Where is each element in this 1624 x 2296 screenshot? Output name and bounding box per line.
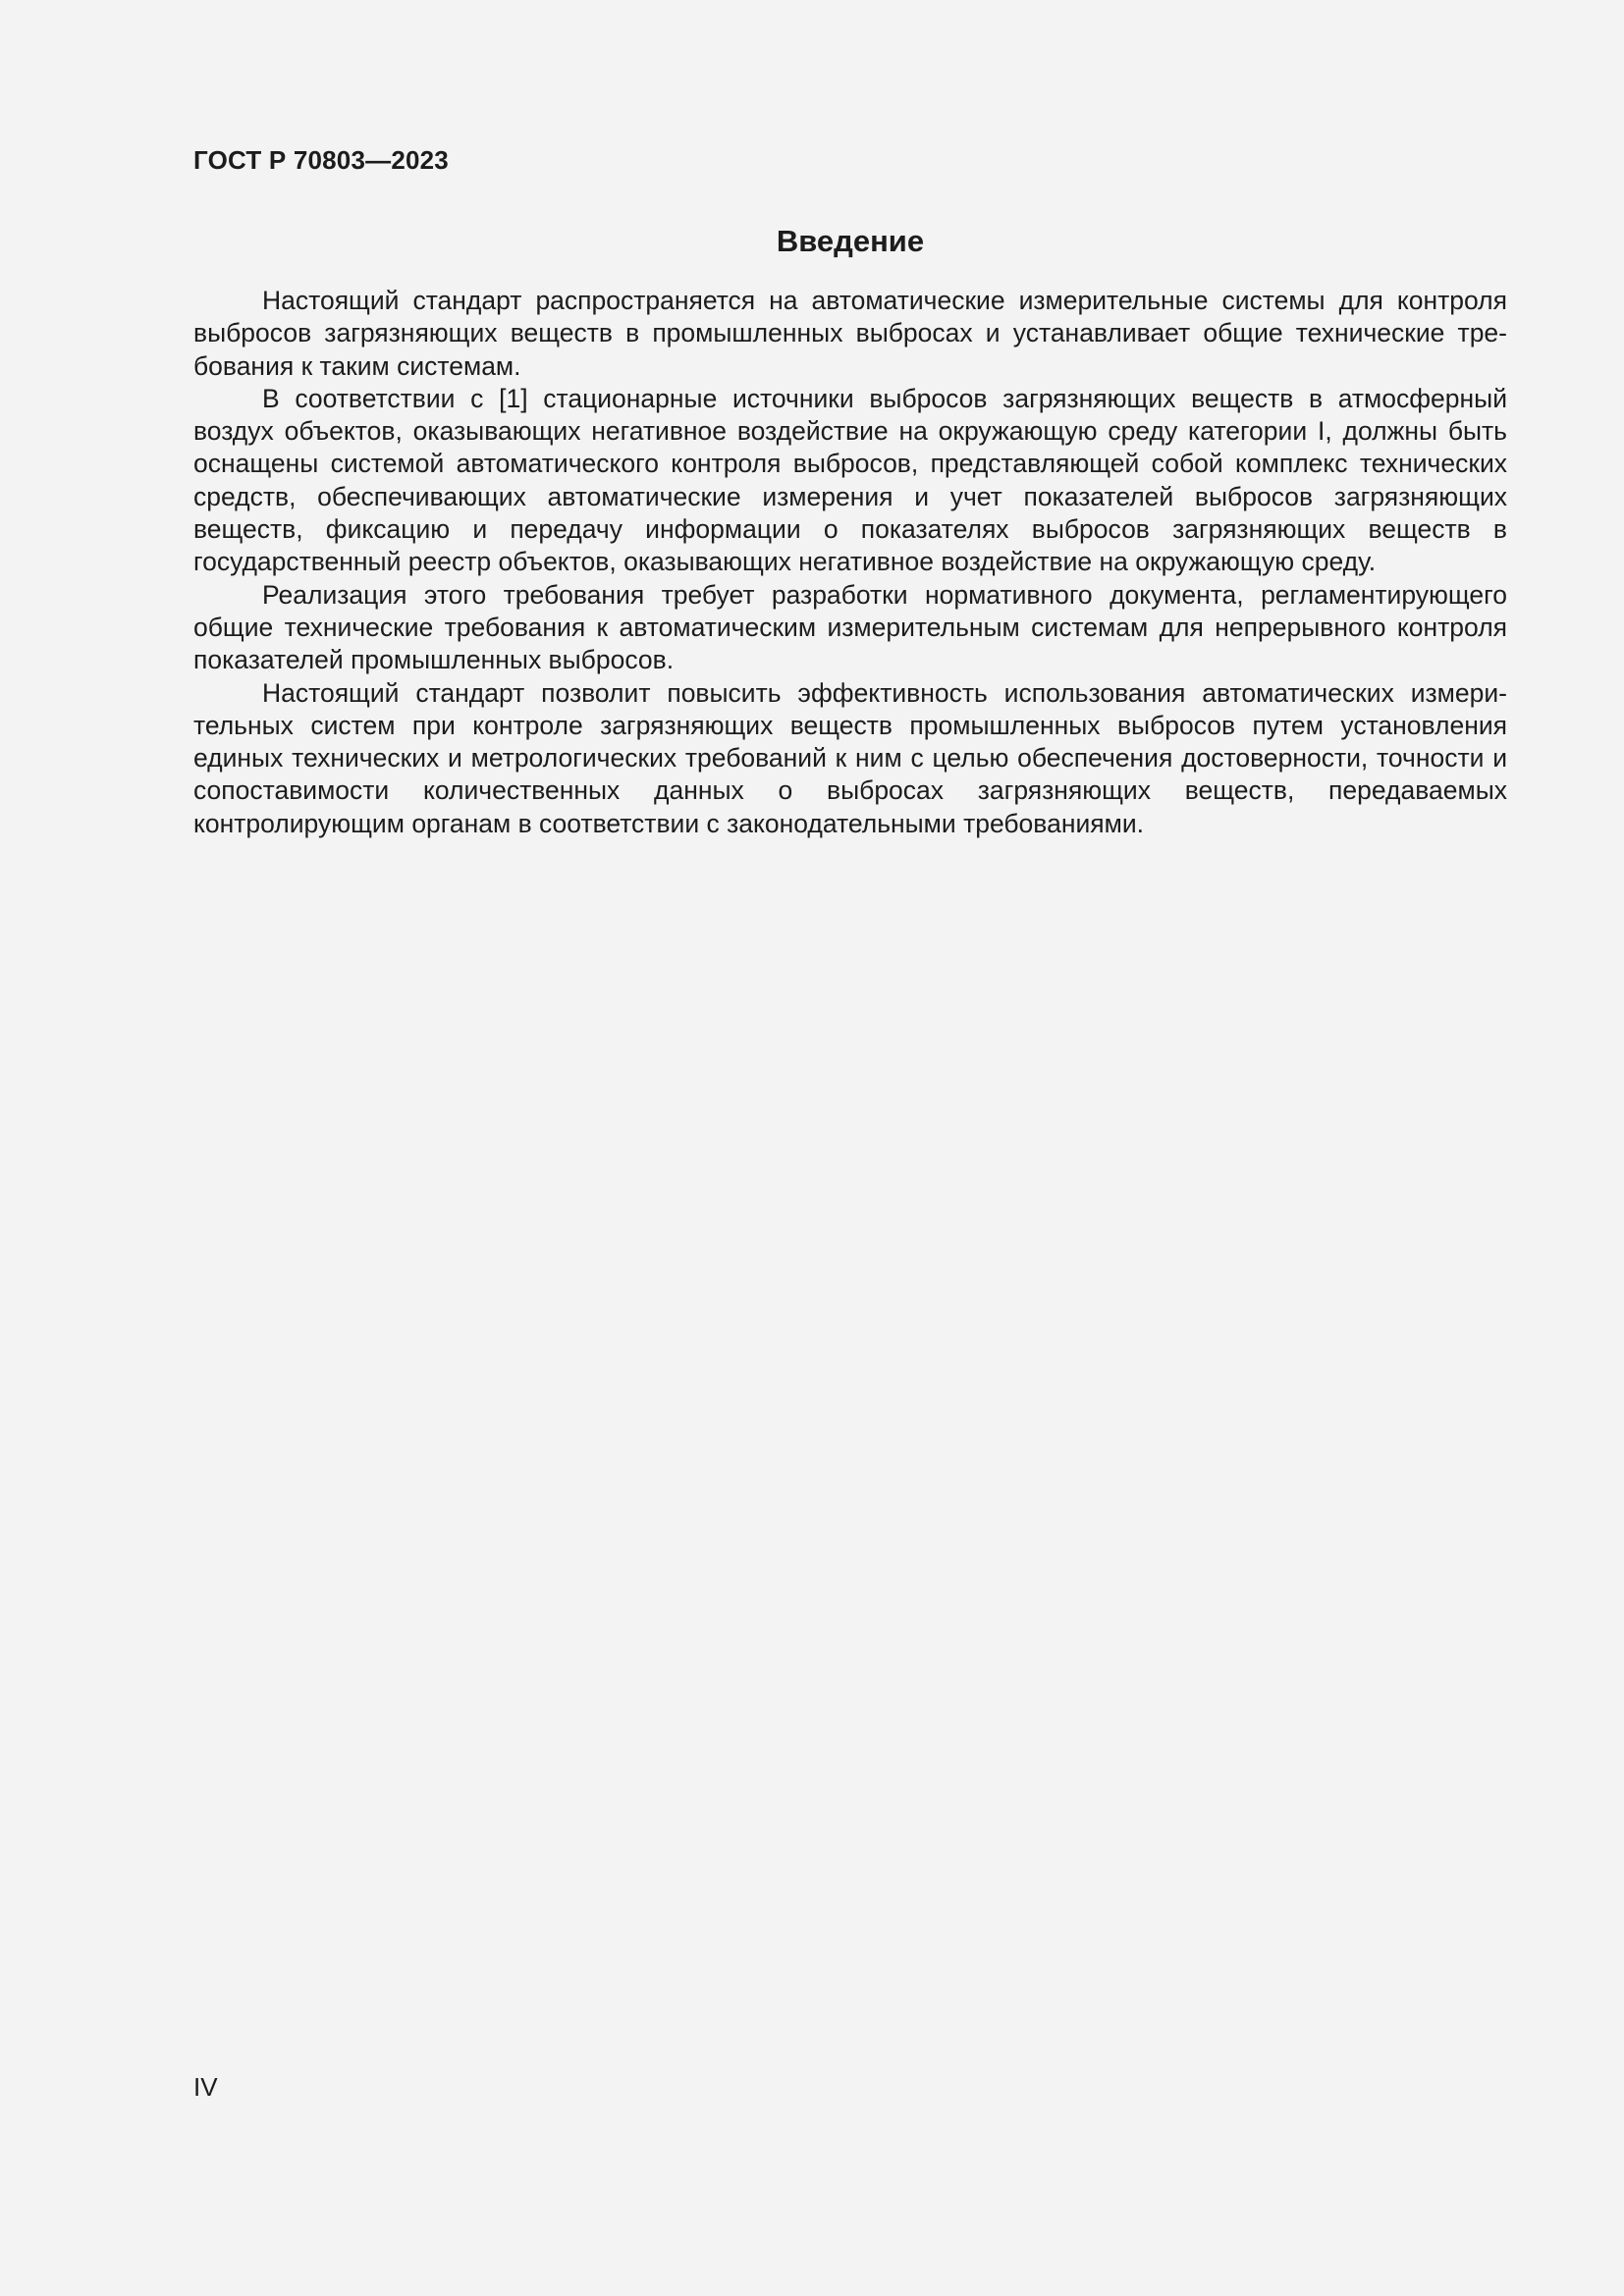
introduction-body: [193, 285, 1507, 840]
paragraph-4: Настоящий стандарт позволит повысить эффективность использования автоматических измерительных систем при контроле загрязняющих веществ промышленных выбросов путем установления единых технических и метрологических требований к ним с целью обеспечения достоверности, точности и сопоставимости количественных данных о выбросах загрязняющих веществ, передаваемых контролирующим органам в соответствии с законодательными требованиями.: [193, 677, 1507, 838]
page-number: IV: [193, 2072, 218, 2102]
paragraph-3: Реализация этого требования требует разработки нормативного документа, регламентирующего общие технические требования к автоматическим измерительным системам для непрерывного контроля показателей промышленных выбросов.: [193, 579, 1507, 675]
section-title: Введение: [776, 224, 925, 258]
paragraph-1: Настоящий стандарт распространяется на автоматические измерительные системы для контроля выбросов загрязняющих веществ в промышленных выбросах и устанавливает общие технические требования к таким системам.: [193, 286, 1507, 381]
document-code: ГОСТ Р 70803—2023: [193, 145, 449, 175]
paragraph-2: В соответствии с [1] стационарные источники выбросов загрязняющих веществ в атмосферный воздух объектов, оказывающих негативное воздействие на окружающую среду категории I, должны быть оснащены системой автоматического контроля выбросов, представляющей собой комплекс технических средств, обеспечивающих автоматические измерения и учет показателей выбросов загрязняющих веществ, фиксацию и передачу информации о показателях выбросов загрязняющих веществ в государственный реестр объектов, оказывающих негативное воздействие на окружающую среду.: [193, 383, 1507, 577]
